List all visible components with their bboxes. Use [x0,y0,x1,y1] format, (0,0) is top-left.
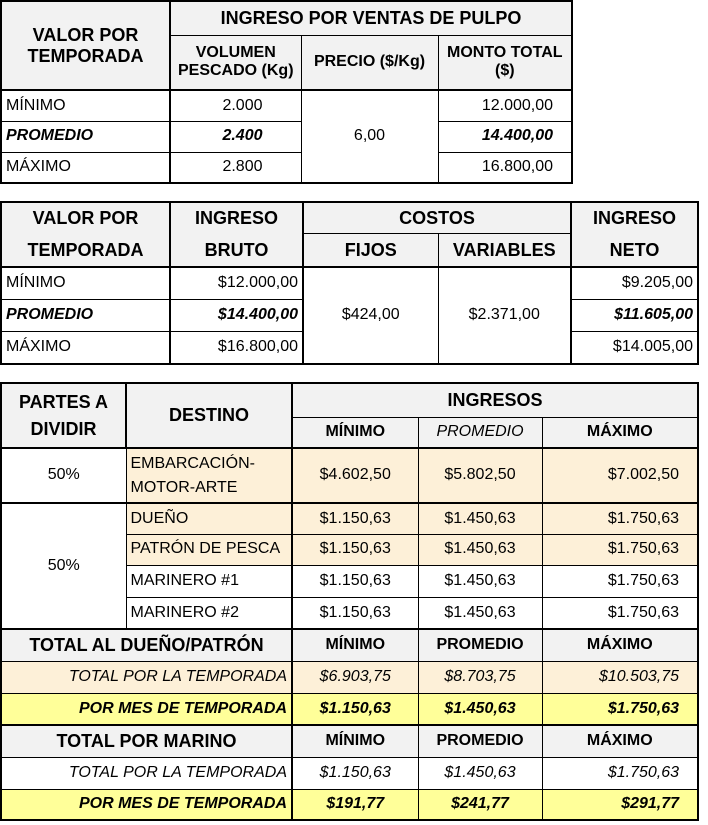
col-neto: INGRESO NETO [571,202,698,267]
destino-label: DUEÑO [126,503,292,534]
min-value: $1.150,63 [292,534,418,565]
owner-mes-min: $1.150,63 [292,693,418,725]
neto-value: $9.205,00 [571,267,698,299]
table-row [1,267,698,299]
corner-header: VALOR POR TEMPORADA [1,202,170,267]
part-value: 50% [1,503,126,629]
part-value: 50% [1,448,126,503]
marino-header-row [1,725,698,757]
variables-value: $2.371,00 [438,267,571,364]
min-value: $4.602,50 [292,448,418,503]
destino-label: EMBARCACIÓN-MOTOR-ARTE [126,448,292,503]
min-value: $1.150,63 [292,565,418,597]
owner-col-prom: PROMEDIO [418,629,542,661]
prom-value: $1.450,63 [418,597,542,629]
marino-temporada-label: TOTAL POR LA TEMPORADA [1,757,292,789]
marino-total-title: TOTAL POR MARINO [1,725,292,757]
max-value: $1.750,63 [542,534,698,565]
marino-temporada-prom: $1.450,63 [418,757,542,789]
monto-value: 14.400,00 [438,121,572,152]
destino-label: MARINERO #1 [126,565,292,597]
prom-value: $5.802,50 [418,448,542,503]
owner-temporada-max: $10.503,75 [542,661,698,693]
marino-mes-prom: $241,77 [418,789,542,820]
col-volumen: VOLUMEN PESCADO (Kg) [170,35,301,90]
marino-mes-max: $291,77 [542,789,698,820]
owner-mes-max: $1.750,63 [542,693,698,725]
neto-value: $14.005,00 [612,338,693,356]
owner-header-row [1,629,698,661]
col-monto: MONTO TOTAL ($) [438,35,572,90]
monto-value: 12.000,00 [438,90,572,121]
marino-col-prom: PROMEDIO [418,725,542,757]
ingresos-header: INGRESOS [292,383,698,417]
prom-value: $1.450,63 [418,503,542,534]
monto-value: 16.800,00 [481,158,554,176]
table-row [1,90,572,121]
marino-temporada-row [1,757,698,789]
marino-col-max: MÁXIMO [542,725,698,757]
col-destino: DESTINO [126,383,292,448]
sales-income-table [0,0,573,184]
min-value: $1.150,63 [292,503,418,534]
bruto-value: $12.000,00 [170,267,303,299]
prom-value: $1.450,63 [418,534,542,565]
table-row [1,152,572,183]
col-promedio: PROMEDIO [418,417,542,448]
row-label: MÁXIMO [1,152,170,183]
marino-temporada-min: $1.150,63 [292,757,418,789]
table-row [1,121,572,152]
net-income-table [0,201,699,365]
volumen-value: 2.000 [170,90,301,121]
max-value: $1.750,63 [542,503,698,534]
col-fijos: FIJOS [303,234,438,267]
col-precio: PRECIO ($/Kg) [301,35,438,90]
owner-col-min: MÍNIMO [292,629,418,661]
distribution-table [0,382,699,821]
col-partes: PARTES A DIVIDIR [1,383,126,448]
bruto-value: $16.800,00 [170,331,303,364]
max-value: $1.750,63 [542,597,698,629]
min-value: $1.150,63 [292,597,418,629]
row-label: PROMEDIO [1,121,170,152]
costos-header: COSTOS [303,202,571,234]
row-label: MÍNIMO [1,90,170,121]
col-maximo: MÁXIMO [542,417,698,448]
table-row [1,448,698,503]
fijos-value: $424,00 [303,267,438,364]
owner-temporada-min: $6.903,75 [292,661,418,693]
owner-col-max: MÁXIMO [542,629,698,661]
marino-col-min: MÍNIMO [292,725,418,757]
col-bruto: INGRESO BRUTO [170,202,303,267]
owner-temporada-prom: $8.703,75 [418,661,542,693]
table-row [1,503,698,534]
marino-temporada-max: $1.750,63 [542,757,698,789]
neto-value: $11.605,00 [571,299,698,331]
owner-mes-prom: $1.450,63 [418,693,542,725]
marino-mes-label: POR MES DE TEMPORADA [1,789,292,820]
volumen-value: 2.400 [170,121,301,152]
max-value: $7.002,50 [542,448,698,503]
owner-mes-label: POR MES DE TEMPORADA [1,693,292,725]
bruto-value: $14.400,00 [170,299,303,331]
volumen-value: 2.800 [170,152,301,183]
table-title: INGRESO POR VENTAS DE PULPO [170,1,572,35]
col-minimo: MÍNIMO [292,417,418,448]
destino-label: PATRÓN DE PESCA [126,534,292,565]
row-label: PROMEDIO [1,299,170,331]
owner-temporada-label: TOTAL POR LA TEMPORADA [1,661,292,693]
max-value: $1.750,63 [542,565,698,597]
destino-label: MARINERO #2 [126,597,292,629]
owner-mes-row [1,693,698,725]
prom-value: $1.450,63 [418,565,542,597]
row-label: MÁXIMO [1,331,170,364]
col-variables: VARIABLES [438,234,571,267]
precio-value: 6,00 [301,90,438,183]
owner-temporada-row [1,661,698,693]
marino-mes-row [1,789,698,820]
marino-mes-min: $191,77 [292,789,418,820]
owner-total-title: TOTAL AL DUEÑO/PATRÓN [1,629,292,661]
row-label: MÍNIMO [1,267,170,299]
corner-header: VALOR POR TEMPORADA [1,1,170,90]
